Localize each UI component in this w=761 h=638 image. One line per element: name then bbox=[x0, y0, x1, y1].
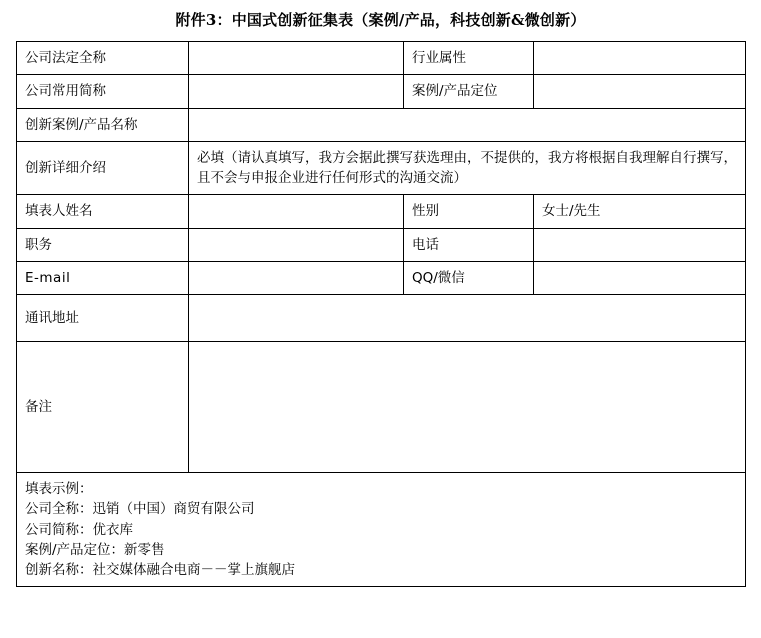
address-field[interactable] bbox=[189, 295, 746, 342]
industry-label: 行业属性 bbox=[404, 42, 534, 75]
table-row bbox=[17, 295, 746, 342]
page-title: 附件3：中国式创新征集表（案例/产品，科技创新&微创新） bbox=[175, 11, 586, 29]
case-name-field[interactable] bbox=[189, 108, 746, 141]
position-field[interactable] bbox=[189, 228, 404, 261]
company-full-name-label: 公司法定全称 bbox=[17, 42, 189, 75]
example-line-case-position: 案例/产品定位：新零售 bbox=[25, 541, 165, 558]
email-field[interactable] bbox=[189, 261, 404, 294]
qq-wechat-field[interactable] bbox=[534, 261, 746, 294]
filler-name-field[interactable] bbox=[189, 195, 404, 228]
case-position-field[interactable] bbox=[534, 75, 746, 108]
table-row bbox=[17, 228, 746, 261]
gender-label: 性别 bbox=[404, 195, 534, 228]
example-line-case-name: 创新名称：社交媒体融合电商－－掌上旗舰店 bbox=[25, 562, 295, 578]
example-line-company-full-name: 公司全称：迅销（中国）商贸有限公司 bbox=[25, 501, 255, 518]
table-row bbox=[17, 195, 746, 228]
detail-label: 创新详细介绍 bbox=[17, 141, 189, 195]
case-name-label: 创新案例/产品名称 bbox=[17, 108, 189, 141]
table-row bbox=[17, 141, 746, 195]
filler-name-label: 填表人姓名 bbox=[17, 195, 189, 228]
detail-field[interactable]: 必填（请认真填写，我方会据此撰写获选理由，不提供的，我方将根据自我理解自行撰写，且不会与申报企业进行任何形式的沟通交流） bbox=[189, 141, 746, 195]
table-row bbox=[17, 42, 746, 75]
table-row bbox=[17, 75, 746, 108]
case-position-label: 案例/产品定位 bbox=[404, 75, 534, 108]
position-label: 职务 bbox=[17, 228, 189, 261]
table-row bbox=[17, 261, 746, 294]
company-short-name-field[interactable] bbox=[189, 75, 404, 108]
innovation-collection-form bbox=[16, 41, 746, 587]
remark-label: 备注 bbox=[17, 342, 189, 473]
table-row bbox=[17, 473, 746, 587]
example-line-company-short-name: 公司简称：优衣库 bbox=[25, 521, 133, 538]
example-block bbox=[17, 473, 746, 587]
table-row bbox=[17, 342, 746, 473]
phone-field[interactable] bbox=[534, 228, 746, 261]
qq-wechat-label: QQ/微信 bbox=[404, 261, 534, 294]
company-short-name-label: 公司常用简称 bbox=[17, 75, 189, 108]
company-full-name-field[interactable] bbox=[189, 42, 404, 75]
phone-label: 电话 bbox=[404, 228, 534, 261]
table-row bbox=[17, 108, 746, 141]
example-heading: 填表示例： bbox=[25, 481, 93, 497]
remark-field[interactable] bbox=[189, 342, 746, 473]
gender-field[interactable]: 女士/先生 bbox=[534, 195, 746, 228]
address-label: 通讯地址 bbox=[17, 295, 189, 342]
email-label: E-mail bbox=[17, 261, 189, 294]
industry-field[interactable] bbox=[534, 42, 746, 75]
